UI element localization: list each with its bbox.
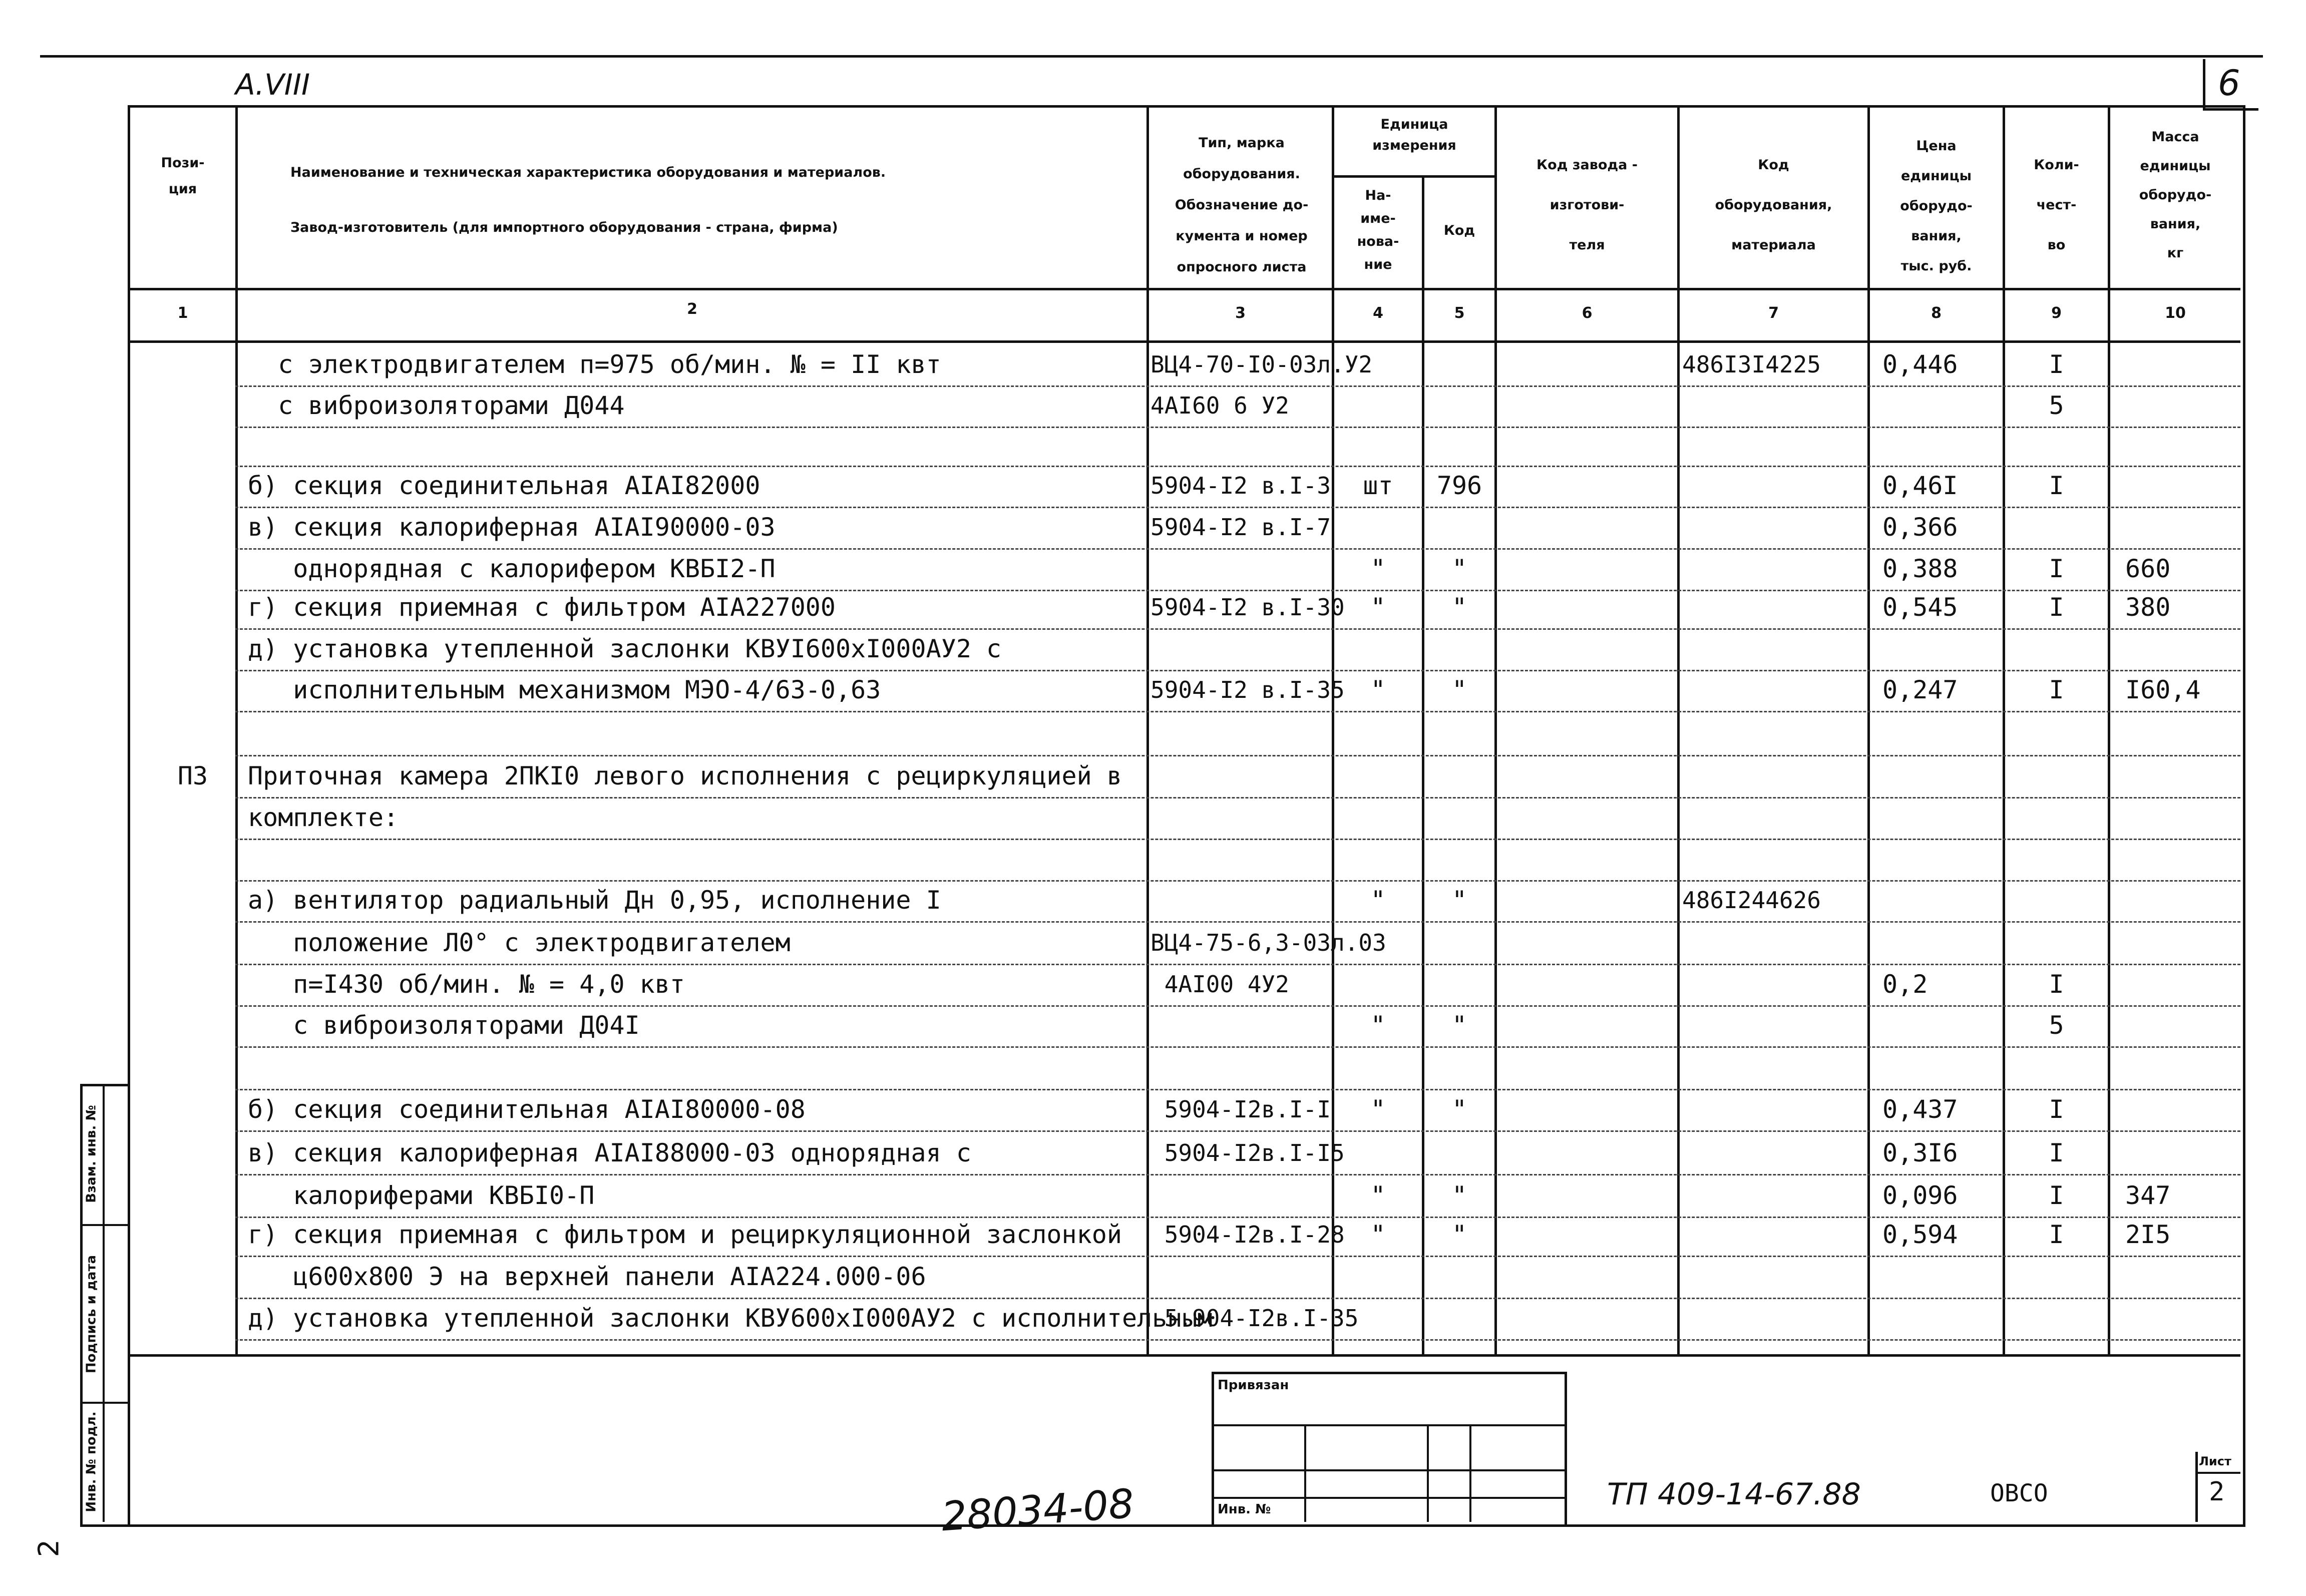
handwritten-number: 28034-08 (940, 1480, 1135, 1540)
cell-type: 4АI60 6 У2 (1150, 392, 1289, 419)
cell-name: в) секция калориферная АIАI90000-03 (248, 513, 776, 542)
column-number-divider (128, 340, 2240, 343)
cell-price: 0,46I (1882, 471, 1958, 500)
cell-price: 0,446 (1882, 350, 1958, 379)
cell-qty: 5 (2049, 1011, 2064, 1040)
sheet-corner-number: 6 (2218, 63, 2240, 104)
cell-type: 5904-I2 в.I-30 (1150, 594, 1345, 621)
cell-type: 5904-I2в.I-28 (1150, 1221, 1345, 1248)
side-stamp-divider (80, 1402, 128, 1404)
header-factory-code-line: изготови- (1550, 197, 1625, 213)
cell-type: 5.904-I2в.I-35 (1150, 1305, 1359, 1332)
cell-name: а) вентилятор радиальный Дн 0,95, исполнение I (248, 886, 941, 915)
cell-qty: I (2049, 1181, 2064, 1210)
cell-name: ц600х800 Э на верхней панели АIА224.000-06 (248, 1262, 926, 1291)
cell-name: д) установка утепленной заслонки КВУ600хI000АУ2 с исполнительным (248, 1304, 1213, 1333)
header-name-line: Завод-изготовитель (для импортного оборудования - страна, фирма) (290, 220, 838, 235)
header-price-line: единицы (1900, 168, 1972, 184)
cell-unit: " (1370, 593, 1386, 622)
cell-type: ВЦ4-70-I0-03л.У2 (1150, 351, 1373, 378)
unit-group-divider (1332, 175, 1494, 178)
cell-name: исполнительным механизмом МЭО-4/63-0,63 (248, 675, 881, 704)
cell-unit: " (1370, 1181, 1386, 1210)
header-type-line: Обозначение до- (1175, 197, 1309, 213)
header-unit-group-line: Единица (1380, 117, 1448, 132)
row-divider (235, 1217, 2240, 1218)
header-unit-group (1334, 114, 1494, 156)
cell-qty: I (2049, 1220, 2064, 1249)
cell-unit: шт (1363, 471, 1393, 500)
cell-price: 0,545 (1882, 593, 1958, 622)
cell-price: 0,096 (1882, 1181, 1958, 1210)
header-equipment-code-line: Код (1758, 157, 1789, 173)
row-divider (235, 427, 2240, 428)
col-line-5 (1494, 105, 1497, 1354)
col-number: 3 (1235, 304, 1246, 322)
cell-unit: " (1370, 1011, 1386, 1040)
privyazan-col-line (1427, 1424, 1429, 1522)
header-mass-line: кг (2167, 245, 2184, 261)
side-stamp-vzam: Взам. инв. № (84, 1105, 99, 1203)
privyazan-row-line (1212, 1497, 1565, 1499)
header-equipment-code-line: оборудования, (1715, 197, 1832, 213)
cell-code: 796 (1436, 471, 1482, 500)
col-number: 9 (2051, 304, 2062, 322)
header-type-line: оборудования. (1183, 166, 1300, 182)
cell-mass: 660 (2125, 554, 2171, 583)
cell-code: " (1451, 554, 1467, 583)
col-line-6 (1677, 105, 1680, 1354)
header-position (130, 150, 235, 202)
header-divider (128, 288, 2240, 290)
cell-name: в) секция калориферная АIАI88000-03 однорядная с (248, 1138, 971, 1167)
top-frame-line (40, 55, 2263, 58)
header-price-line: тыс. руб. (1900, 258, 1972, 274)
privyazan-col-line (1469, 1424, 1471, 1522)
cell-type: 4АI00 4У2 (1150, 971, 1289, 998)
header-quantity (2005, 145, 2108, 265)
cell-mass: 2I5 (2125, 1220, 2171, 1249)
cell-unit: " (1370, 1095, 1386, 1124)
cell-unit: " (1370, 554, 1386, 583)
row-divider (235, 797, 2240, 799)
sheet-box-divider (2195, 1472, 2240, 1474)
cell-qty: I (2049, 554, 2064, 583)
col-line-1 (235, 105, 238, 1354)
cell-name: г) секция приемная с фильтром АIА227000 (248, 593, 836, 622)
cell-unit: " (1370, 886, 1386, 915)
header-unit-name-line: име- (1360, 211, 1396, 226)
stamp-top-line (128, 1354, 2240, 1357)
row-divider (235, 1089, 2240, 1090)
row-divider (235, 507, 2240, 508)
privyazan-row-line (1212, 1469, 1565, 1471)
row-divider (235, 385, 2240, 387)
cell-price: 0,388 (1882, 554, 1958, 583)
cell-name: с электродвигателем п=975 об/мин. № = II квт (248, 350, 941, 379)
row-divider (235, 1256, 2240, 1257)
col-line-7 (1867, 105, 1870, 1354)
side-stamp-divider (80, 1224, 128, 1226)
cell-code: " (1451, 1181, 1467, 1210)
cell-name: б) секция соединительная АIАI82000 (248, 471, 760, 500)
privyazan-col-line (1304, 1424, 1306, 1522)
privyazan-row-line (1212, 1424, 1565, 1426)
row-divider (235, 1339, 2240, 1341)
row-divider (235, 755, 2240, 756)
cell-pos: П3 (177, 761, 208, 790)
col-number: 1 (177, 304, 188, 322)
side-stamp-podpis: Подпись и дата (84, 1255, 99, 1374)
row-divider (235, 1130, 2240, 1132)
cell-name: п=I430 об/мин. № = 4,0 квт (248, 970, 685, 999)
header-unit-name-line: На- (1365, 188, 1391, 203)
col-number: 2 (687, 300, 697, 318)
cell-name: положение Л0° с электродвигателем (248, 928, 791, 957)
document-code: ТП 409-14-67.88 (1607, 1477, 1861, 1512)
col-number: 4 (1373, 304, 1383, 322)
sheet-number: 2 (2209, 1477, 2225, 1507)
inv-no-label: Инв. № (1218, 1502, 1271, 1517)
header-unit-code: Код (1443, 223, 1475, 238)
row-divider (235, 1046, 2240, 1048)
cell-qty: 5 (2049, 391, 2064, 420)
cell-code: " (1451, 886, 1467, 915)
row-divider (235, 548, 2240, 550)
cell-name: б) секция соединительная АIАI80000-08 (248, 1095, 806, 1124)
cell-code: " (1451, 1095, 1467, 1124)
privyazan-label: Привязан (1218, 1378, 1289, 1393)
cell-price: 0,3I6 (1882, 1138, 1958, 1167)
cell-code: " (1451, 1011, 1467, 1040)
cell-code-equip: 486I3I4225 (1682, 351, 1821, 378)
header-position-line: Пози- (161, 155, 205, 171)
cell-code-equip: 486I244626 (1682, 887, 1821, 914)
header-price (1870, 131, 2003, 281)
col-line-9 (2108, 105, 2110, 1354)
cell-name: однорядная с калорифером КВБI2-П (248, 554, 776, 583)
cell-mass: I60,4 (2125, 675, 2201, 704)
header-unit-name-line: нова- (1357, 234, 1399, 249)
col-line-4 (1422, 175, 1424, 1354)
header-price-line: Цена (1916, 138, 1957, 154)
col-number: 8 (1931, 304, 1942, 322)
header-quantity-line: чест- (2036, 197, 2077, 213)
left-margin-mark: 2 (33, 1539, 66, 1557)
cell-price: 0,366 (1882, 513, 1958, 542)
cell-code: " (1451, 1220, 1467, 1249)
cell-code: " (1451, 593, 1467, 622)
cell-name: калориферами КВБI0-П (248, 1181, 595, 1210)
row-divider (235, 1174, 2240, 1175)
header-mass-line: вания, (2150, 216, 2201, 232)
cell-name: комплекте: (248, 803, 399, 832)
row-divider (235, 1005, 2240, 1007)
cell-name: Приточная камера 2ПКI0 левого исполнения с рециркуляцией в (248, 761, 1122, 790)
header-type (1151, 128, 1332, 283)
header-mass-line: оборудо- (2139, 187, 2212, 203)
cell-qty: I (2049, 350, 2064, 379)
cell-type: 5904-I2в.I-I (1150, 1096, 1331, 1123)
cell-name: г) секция приемная с фильтром и рециркуляционной заслонкой (248, 1220, 1122, 1249)
col-number: 6 (1582, 304, 1593, 322)
cell-type: 5904-I2 в.I-7 (1150, 514, 1331, 541)
header-mass (2110, 123, 2240, 268)
header-quantity-line: во (2047, 237, 2066, 253)
cell-mass: 347 (2125, 1181, 2171, 1210)
header-type-line: кумента и номер (1176, 228, 1308, 244)
cell-code: " (1451, 675, 1467, 704)
cell-name: д) установка утепленной заслонки КВУI600хI000АУ2 с (248, 634, 1002, 663)
header-price-line: оборудо- (1900, 198, 1973, 214)
cell-unit: " (1370, 675, 1386, 704)
side-stamp-inner-line (103, 1084, 105, 1522)
header-mass-line: Масса (2151, 129, 2199, 145)
header-price-line: вания, (1911, 228, 1962, 244)
cell-qty: I (2049, 593, 2064, 622)
page-annotation: А.VIII (235, 68, 310, 102)
cell-type: ВЦ4-75-6,3-03л.03 (1150, 929, 1386, 956)
header-unit-name-line: ние (1364, 257, 1392, 272)
cell-mass: 380 (2125, 593, 2171, 622)
row-divider (235, 1298, 2240, 1299)
header-name-line: Наименование и техническая характеристика оборудования и материалов. (290, 165, 886, 180)
row-divider (235, 964, 2240, 965)
col-line-3 (1332, 105, 1334, 1354)
header-mass-line: единицы (2140, 158, 2211, 174)
row-divider (235, 711, 2240, 712)
header-type-line: опросного листа (1177, 259, 1307, 275)
row-divider (235, 670, 2240, 671)
row-divider (235, 590, 2240, 591)
cell-qty: I (2049, 471, 2064, 500)
cell-qty: I (2049, 675, 2064, 704)
cell-price: 0,437 (1882, 1095, 1958, 1124)
col-number: 10 (2165, 304, 2186, 322)
header-unit-name (1334, 184, 1422, 276)
cell-qty: I (2049, 1095, 2064, 1124)
row-divider (235, 839, 2240, 840)
cell-type: 5904-I2в.I-I5 (1150, 1139, 1345, 1166)
row-divider (235, 466, 2240, 467)
header-factory-code (1497, 145, 1677, 265)
row-divider (235, 628, 2240, 630)
cell-price: 0,247 (1882, 675, 1958, 704)
cell-qty: I (2049, 970, 2064, 999)
header-factory-code-line: теля (1569, 237, 1605, 253)
col-number: 7 (1768, 304, 1779, 322)
cell-price: 0,594 (1882, 1220, 1958, 1249)
cell-price: 0,2 (1882, 970, 1928, 999)
header-type-line: Тип, марка (1199, 135, 1285, 151)
header-unit-group-line: измерения (1372, 138, 1456, 153)
side-stamp-inv-podl: Инв. № подл. (84, 1411, 99, 1512)
col-line-2 (1146, 105, 1149, 1354)
cell-name: с виброизоляторами Д044 (248, 391, 625, 420)
cell-qty: I (2049, 1138, 2064, 1167)
row-divider (235, 880, 2240, 882)
header-equipment-code-line: материала (1731, 237, 1816, 253)
cell-type: 5904-I2 в.I-3 (1150, 472, 1331, 499)
sheet-label: Лист (2199, 1454, 2231, 1468)
header-quantity-line: Коли- (2034, 157, 2079, 173)
row-divider (235, 921, 2240, 923)
cell-unit: " (1370, 1220, 1386, 1249)
header-factory-code-line: Код завода - (1536, 157, 1638, 173)
header-position-line: ция (168, 181, 197, 197)
header-equipment-code (1680, 145, 1867, 265)
col-number: 5 (1454, 304, 1465, 322)
cell-type: 5904-I2 в.I-35 (1150, 676, 1345, 703)
header-name (240, 145, 1041, 255)
section-code: ОВСО (1990, 1479, 2048, 1507)
cell-name: с виброизоляторами Д04I (248, 1011, 640, 1040)
